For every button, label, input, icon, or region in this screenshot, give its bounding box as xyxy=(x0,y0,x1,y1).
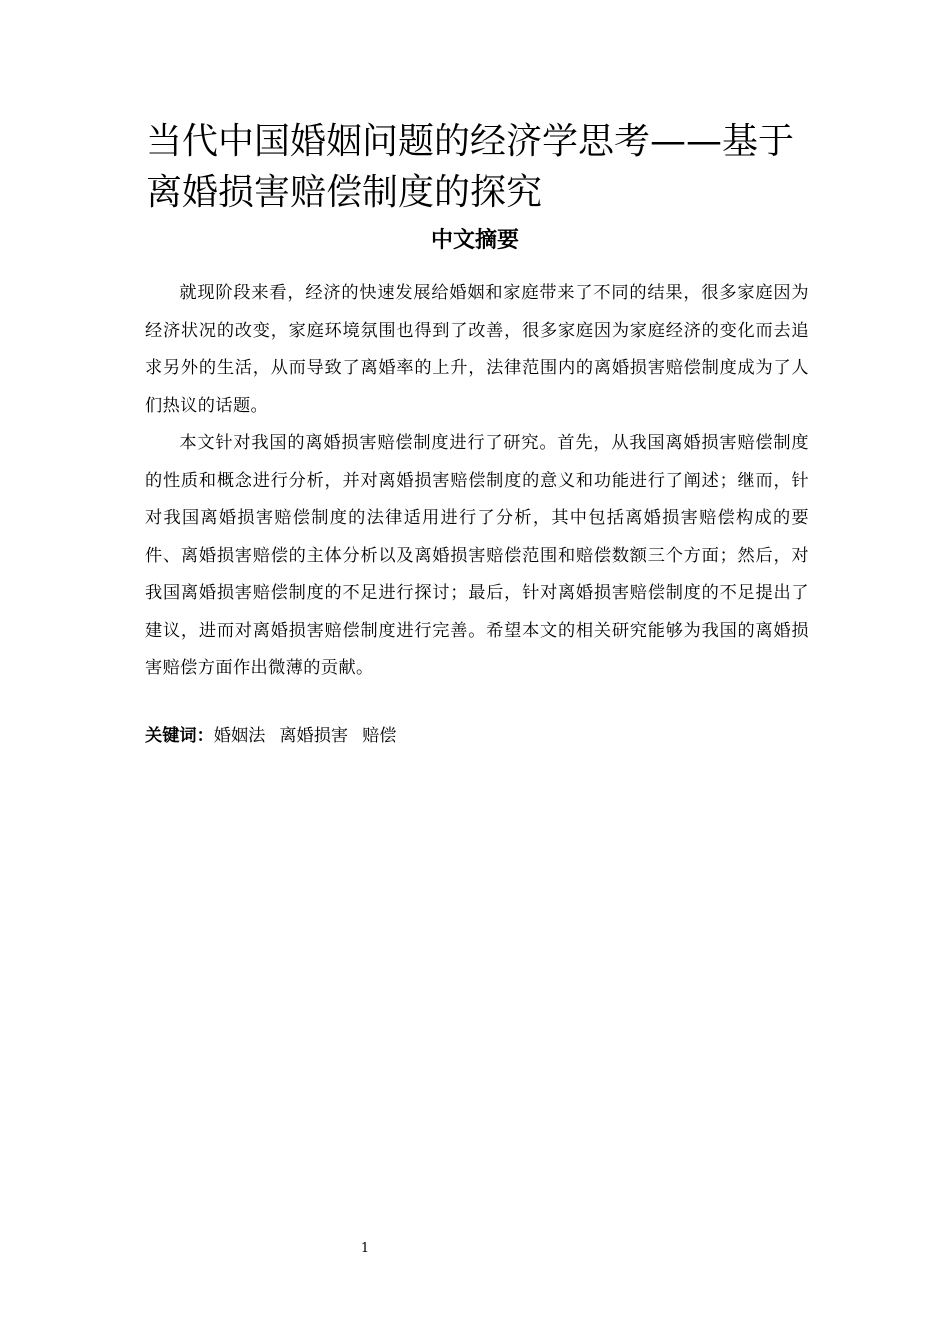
abstract-paragraph-2: 本文针对我国的离婚损害赔偿制度进行了研究。首先，从我国离婚损害赔偿制度的性质和概念进行分析，并对离婚损害赔偿制度的意义和功能进行了阐述；继而，针对我国离婚损害赔偿制度的法律适用进行了分析，其中包括离婚损害赔偿构成的要件、离婚损害赔偿的主体分析以及离婚损害赔偿范围和赔偿数额三个方面；然后，对我国离婚损害赔偿制度的不足进行探讨；最后，针对离婚损害赔偿制度的不足提出了建议，进而对离婚损害赔偿制度进行完善。希望本文的相关研究能够为我国的离婚损害赔偿方面作出微薄的贡献。 xyxy=(145,433,809,678)
abstract-paragraph-1: 就现阶段来看，经济的快速发展给婚姻和家庭带来了不同的结果，很多家庭因为经济状况的改变，家庭环境氛围也得到了改善，很多家庭因为家庭经济的变化而去追求另外的生活，从而导致了离婚率的上升，法律范围内的离婚损害赔偿制度成为了人们热议的话题。 xyxy=(145,283,809,416)
keyword-item: 离婚损害 xyxy=(279,726,349,746)
page-number: 1 xyxy=(360,1241,370,1256)
abstract-heading: 中文摘要 xyxy=(430,228,519,253)
keyword-item: 赔偿 xyxy=(362,726,397,746)
document-title: 当代中国婚姻问题的经济学思考——基于离婚损害赔偿制度的探究 xyxy=(146,121,795,213)
keyword-item: 婚姻法 xyxy=(213,726,266,746)
abstract-body xyxy=(145,275,809,688)
keywords-line xyxy=(145,719,809,753)
keywords-label: 关键词： xyxy=(145,726,214,746)
